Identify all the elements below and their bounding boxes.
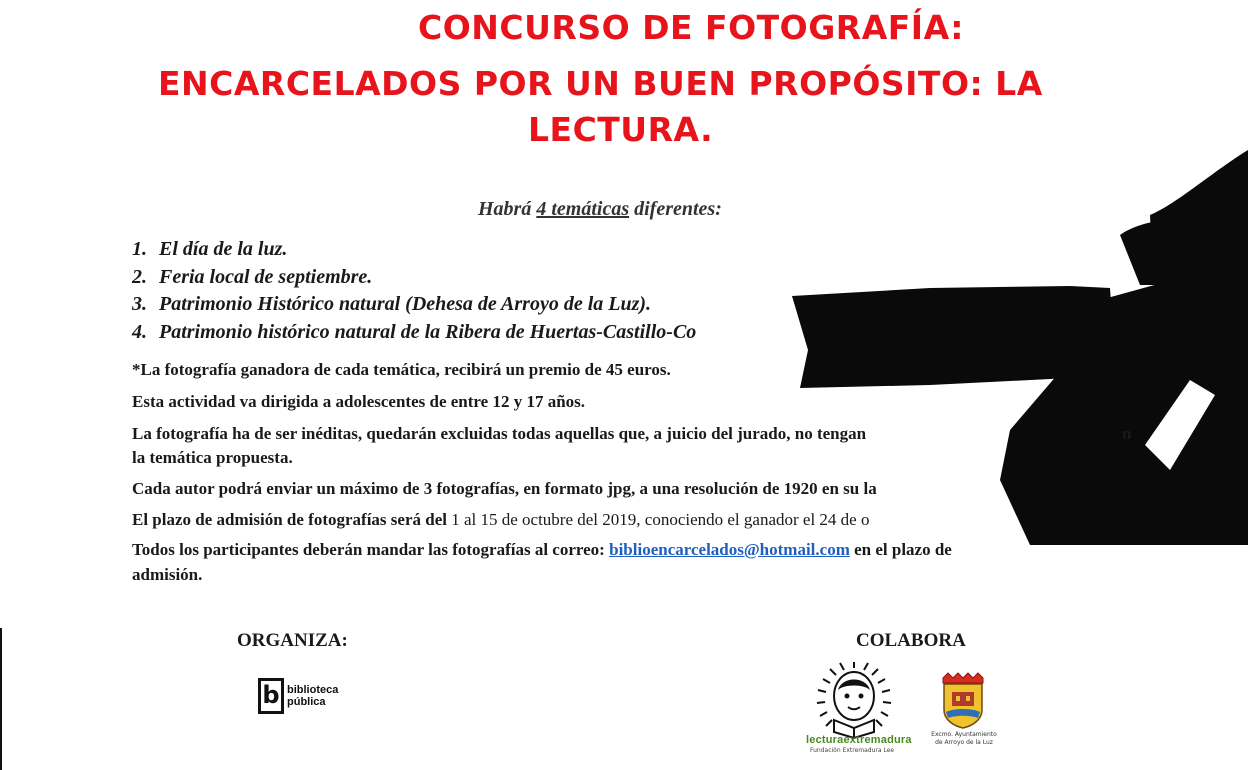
theme-text: Patrimonio Histórico natural (Dehesa de Arroyo de la Luz). [159, 293, 652, 315]
bib-text [287, 684, 338, 708]
ayuntamiento-crest-icon [938, 672, 988, 730]
theme-text: Feria local de septiembre. [159, 265, 373, 288]
le-caption: lecturaextremadura [806, 734, 912, 746]
theme-number: 1. [132, 238, 147, 260]
list-item [132, 319, 696, 347]
list-item [132, 236, 696, 264]
deadline-label: El plazo de admisión de fotografías será del [132, 510, 452, 529]
ay-caption [926, 731, 1002, 747]
biblioteca-logo-icon [258, 678, 338, 714]
themes-intro [478, 198, 722, 221]
originality-text: La fotografía ha de ser inéditas, quedarán excluidas todas aquellas que, a juicio del jurado, no tengan [132, 424, 867, 443]
intro-underlined: 4 temáticas [536, 198, 630, 220]
themes-list [132, 236, 696, 346]
bib-letter: b [258, 678, 284, 714]
organiza-heading: ORGANIZA: [237, 630, 348, 651]
audience-rule: Esta actividad va dirigida a adolescentes de entre 12 y 17 años. [132, 392, 586, 411]
email-before: Todos los participantes deberán mandar las fotografías al correo: [132, 540, 610, 559]
email-after: en el plazo de [849, 540, 952, 559]
ay-caption-line2: de Arroyo de la Luz [935, 739, 993, 746]
deadline-dates: 1 al 15 de octubre del 2019, conociendo el ganador el 24 de o [451, 510, 870, 529]
theme-number: 2. [132, 265, 147, 288]
theme-text: El día de la luz. [159, 238, 288, 260]
list-item [132, 291, 696, 319]
originality-end: n [1122, 424, 1132, 443]
bib-text-line1: biblioteca [287, 684, 339, 696]
theme-number: 4. [132, 320, 147, 343]
colabora-heading: COLABORA [856, 630, 966, 651]
ay-caption-line1: Excmo. Ayuntamiento [931, 731, 997, 738]
prize-rule: *La fotografía ganadora de cada temática, recibirá un premio de 45 euros. [132, 360, 671, 379]
originality-rule-line1 [132, 422, 1132, 446]
left-border-line [0, 628, 2, 770]
intro-before: Habrá [478, 198, 537, 220]
title-line-3: LECTURA. [528, 110, 714, 149]
title-line-1: CONCURSO DE FOTOGRAFÍA: [418, 8, 964, 47]
theme-text: Patrimonio histórico natural de la Ribera de Huertas-Castillo-Co [159, 320, 697, 343]
theme-number: 3. [132, 293, 147, 315]
title-line-2: ENCARCELADOS POR UN BUEN PROPÓSITO: LA [158, 64, 1043, 103]
email-rule [132, 538, 952, 562]
deadline-rule [132, 508, 869, 532]
intro-after: diferentes: [629, 198, 722, 220]
bib-text-line2: pública [287, 696, 326, 708]
le-sub: Fundación Extremadura Lee [810, 747, 895, 754]
list-item [132, 264, 696, 292]
email-link[interactable]: biblioencarcelados@hotmail.com [609, 540, 850, 559]
format-rule: Cada autor podrá enviar un máximo de 3 fotografías, en formato jpg, a una resolución de 1920 en su la [132, 479, 877, 498]
email-rule-line2: admisión. [132, 565, 203, 584]
originality-rule-line2: la temática propuesta. [132, 448, 293, 467]
